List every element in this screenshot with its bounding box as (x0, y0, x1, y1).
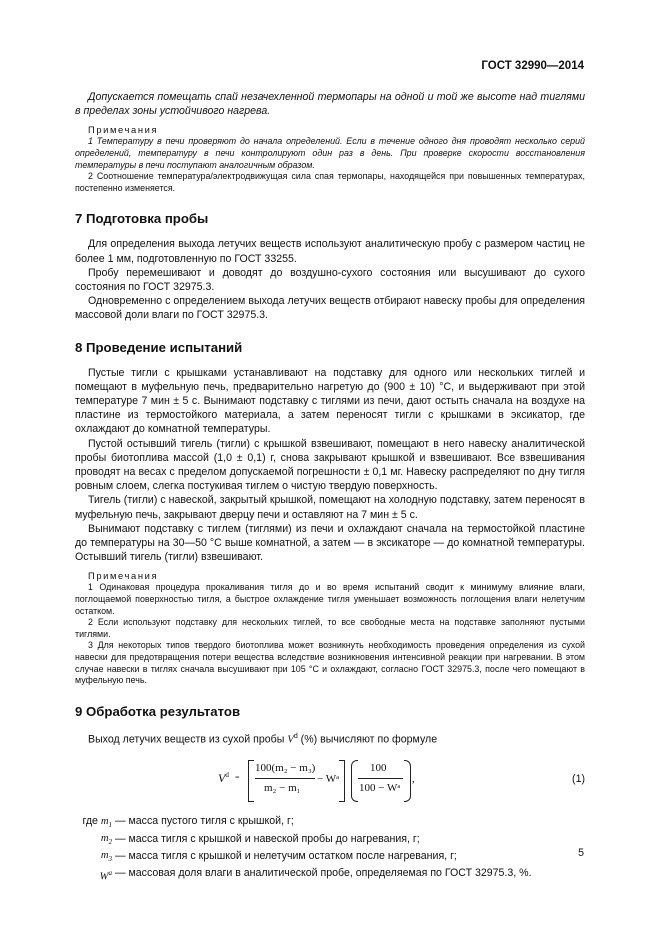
formula-lead-symbol: V (287, 734, 294, 746)
definition-text: — массовая доля влаги в аналитической пробе, определяемая по ГОСТ 32975.3, %. (112, 867, 532, 880)
fraction-bar-1 (255, 778, 315, 779)
body-paragraph: Пустой остывший тигель (тигли) с крышкой взвешивают, помещают в него навеску аналитической пробы биотоплива массой (1,0 ± 0,1) г, снова закрывают крышкой и взвешивают. Все взвешивания проводят на весах с пределом допускаемой погрешности ± 0,1 мг. Навеску распределяют по дну тигля ровным слоем, слегка постукивая тиглем о чистую твердую поверхность. (75, 437, 585, 493)
formula-lead-tail: (%) вычисляют по формуле (297, 733, 438, 746)
formula-numerator-2: 100 (370, 761, 387, 774)
body-paragraph: Для определения выхода летучих веществ используют аналитическую пробу с размером частиц не более 1 мм, подготовленную по ГОСТ 33255. (75, 238, 585, 265)
page-number: 5 (578, 847, 584, 859)
definition-symbol: $m_3$ (100, 850, 112, 864)
formula-definitions (75, 814, 585, 886)
body-paragraph: Пустые тигли с крышками устанавливают на подставку для одного или нескольких тиглей и помещают в муфельную печь, предварительно нагретую до (900 ± 10) °С, и выдерживают при этой температуре 7 мин ± 5 с. Вынимают подставку с тиглями из печи, дают остыть сначала на воздухе на пластине из термостойкого материала, а затем переносят тигли с крышками в эксикатор, где охлаждают до комнатной температуры. (75, 366, 585, 436)
definition-text: — масса тигля с крышкой и нелетучим остатком после нагревания, г; (112, 850, 457, 863)
formula-defeq: = (235, 772, 240, 782)
body-paragraph: Пробу перемешивают и доводят до воздушно-сухого состояния или высушивают до сухого состояния по ГОСТ 32975.3. (75, 266, 585, 293)
formula-lhs: $V^d$ (218, 770, 229, 785)
note-item: 1 Одинаковая процедура прокаливания тигля до и во время испытаний сводит к минимуму влияние влаги, поглощаемой поверхностью тигля, а быстрое охлаждение тигля уменьшает возможность поглощения влаги нелетучим остатком. (75, 582, 585, 616)
definition-row (75, 866, 585, 885)
formula-lead (75, 730, 585, 748)
right-paren (404, 760, 411, 802)
notes-title: Примечания (88, 124, 159, 136)
fraction-bar-2 (358, 778, 403, 779)
left-paren (351, 760, 358, 802)
definition-text: — масса пустого тигля с крышкой, г; (112, 814, 294, 827)
page-content (75, 90, 585, 885)
note-item: 3 Для некоторых типов твердого биотоплива может возникнуть необходимость проведения определения из сухой навески для предотвращения потери вещества вследствие возникновения интенсивной реакции при нагревании. В этом случае навески в тиглях сначала высушивают при 105 °С и охлаждают, согласно ГОСТ 32975.3, после чего помещают в муфельную печь. (75, 640, 585, 686)
section-heading: 9 Обработка результатов (75, 703, 241, 719)
formula-minus-w: − Wᵃ (317, 772, 340, 785)
document-id: ГОСТ 32990—2014 (481, 60, 584, 72)
intro-paragraph: Допускается помещать спай незачехленной термопары на одной и той же высоте над тиглями в пределах зоны устойчивого нагрева. (75, 91, 585, 118)
left-bracket (248, 760, 254, 802)
note-item: 1 Температуру в печи проверяют до начала определений. Если в течение одного дня проводят несколько серий определений, температуру в печи контролируют один раз в день. При проверке скорости восстановления температуры в печи поступают аналогичным образом. (75, 136, 585, 170)
notes-title: Примечания (88, 570, 159, 582)
body-paragraph: Одновременно с определением выхода летучих веществ отбирают навеску пробы для определения массовой доли влаги по ГОСТ 32975.3. (75, 295, 585, 322)
definition-row (75, 832, 585, 849)
definition-symbol: $m_2$ (100, 832, 112, 846)
formula-denominator-1: m₂ − m₁ (264, 781, 301, 794)
formula-denominator-2: 100 − Wᵃ (359, 781, 401, 794)
formula-1 (75, 756, 585, 806)
right-bracket (339, 760, 345, 802)
formula-lead-sup: d (293, 732, 298, 740)
body-paragraph: Вынимают подставку с тиглем (тиглями) из печи и охлаждают сначала на термостойкой пластине до температуры на 30—50 °С выше комнатной, а затем — в эксикаторе — до комнатной температуры. Остывший тигель (тигли) взвешивают. (75, 522, 585, 564)
formula-lead-text: Выход летучих веществ из сухой пробы (88, 733, 285, 746)
equation-number: (1) (572, 772, 585, 785)
formula-comma: , (412, 772, 415, 785)
section-heading: 8 Проведение испытаний (75, 339, 243, 355)
note-item: 2 Если используют подставку для нескольких тиглей, то все свободные места на подставке заполняют пустыми тиглями. (75, 617, 585, 639)
definition-symbol: где $m_1$ (82, 814, 112, 829)
body-paragraph: Тигель (тигли) с навеской, закрытый крышкой, помещают на холодную подставку, затем переносят в муфельную печь, закрывают дверцу печи и оставляют на 7 мин ± 5 с. (75, 494, 585, 521)
formula-numerator-1: 100(m₂ − m₃) (255, 761, 316, 774)
definition-text: — масса тигля с крышкой и навеской пробы до нагревания, г; (112, 832, 420, 845)
note-item: 2 Соотношение температура/электродвижущая сила спая термопары, находящейся при повышенных температурах, постепенно изменяется. (75, 171, 585, 193)
definition-row (75, 849, 585, 866)
section-heading: 7 Подготовка пробы (75, 211, 209, 227)
definition-symbol: $W^a$ (99, 869, 112, 883)
definition-row (75, 814, 585, 832)
